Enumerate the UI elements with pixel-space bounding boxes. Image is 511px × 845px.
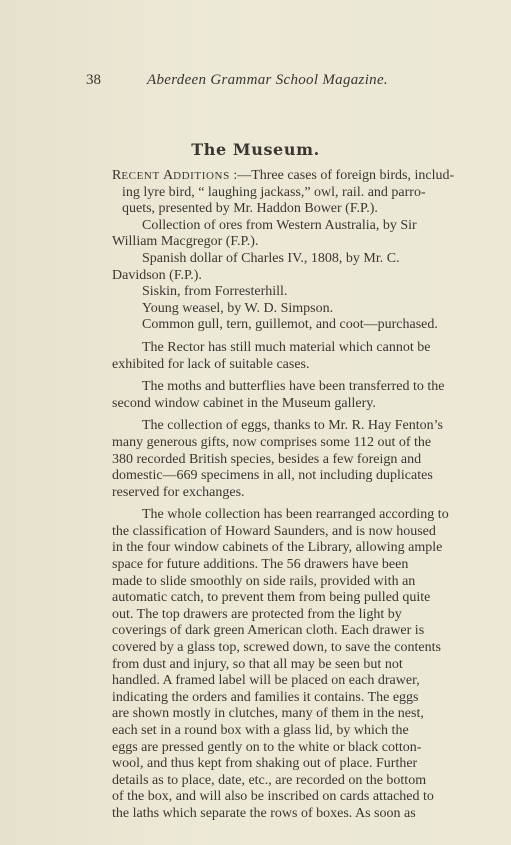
paragraph-eggs	[112, 418, 472, 501]
text-line: reserved for exchanges.	[112, 484, 245, 500]
text-line: exhibited for lack of suitable cases.	[112, 356, 310, 372]
recent-additions-lead-line	[112, 168, 472, 185]
text-line: The whole collection has been rearranged according to	[142, 507, 449, 523]
text-line: of the box, and will also be inscribed on cards attached to	[112, 789, 434, 805]
addition-item-continuation: William Macgregor (F.P.).	[112, 234, 259, 250]
text-line: domestic—669 specimens in all, not including duplicates	[112, 468, 433, 484]
text-line: eggs are pressed gently on to the white or black cotton-	[112, 739, 422, 755]
small-caps-initial: R	[112, 168, 122, 183]
text-line: wool, and thus kept from shaking out of place. Further	[112, 756, 418, 772]
text-line: in the four window cabinets of the Library, allowing ample	[112, 540, 443, 556]
text-line: are shown mostly in clutches, many of them in the nest,	[112, 706, 424, 722]
text-line: The Rector has still much material which cannot be	[142, 339, 431, 355]
text-line: out. The top drawers are protected from the light by	[112, 606, 402, 622]
addition-item-continuation: Davidson (F.P.).	[112, 267, 202, 283]
text-line: indicating the orders and families it contains. The eggs	[112, 689, 419, 705]
small-caps-initial: A	[162, 168, 174, 183]
text-line: The moths and butterflies have been transferred to the	[142, 379, 445, 395]
text-line: the classification of Howard Saunders, and is now housed	[112, 523, 436, 539]
paragraph-rector	[112, 340, 472, 373]
text-line: 380 recorded British species, besides a few foreign and	[112, 451, 422, 467]
text-line: the laths which separate the rows of boxes. As soon as	[112, 805, 416, 821]
paragraph-collection	[112, 507, 472, 822]
text-line: many generous gifts, now comprises some 112 out of the	[112, 434, 432, 450]
running-head	[0, 70, 511, 92]
recent-additions	[112, 168, 472, 334]
text-line: :—Three cases of foreign birds, includ-	[229, 168, 455, 183]
text-line: handled. A framed label will be placed on each drawer,	[112, 673, 420, 689]
text-line: details as to place, date, etc., are recorded on the bottom	[112, 772, 427, 788]
paragraph-moths	[112, 379, 472, 412]
addition-item: Young weasel, by W. D. Simpson.	[142, 300, 334, 316]
text-line: automatic catch, to prevent them from being pulled quite	[112, 590, 431, 606]
page-number: 38	[86, 72, 101, 88]
journal-title: Aberdeen Grammar School Magazine.	[147, 72, 388, 88]
addition-item: Siskin, from Forresterhill.	[142, 284, 288, 300]
addition-item: Spanish dollar of Charles IV., 1808, by Mr. C.	[142, 250, 400, 266]
article-title: The Museum.	[191, 140, 320, 159]
text-line: The collection of eggs, thanks to Mr. R. Hay Fenton’s	[142, 418, 443, 434]
text-line: from dust and injury, so that all may be seen but not	[112, 656, 403, 672]
text-line: made to slide smoothly on side rails, provided with an	[112, 573, 416, 589]
text-line: second window cabinet in the Museum gallery.	[112, 395, 376, 411]
text-line: ing lyre bird, “ laughing jackass,” owl, rail. and parro-	[122, 184, 426, 200]
text-line: coverings of dark green American cloth. Each drawer is	[112, 623, 425, 639]
small-caps-rest: ECENT	[121, 170, 163, 182]
text-line: covered by a glass top, screwed down, to save the contents	[112, 640, 441, 656]
text-line: space for future additions. The 56 drawers have been	[112, 557, 409, 573]
addition-item: Common gull, tern, guillemot, and coot—purchased.	[142, 317, 438, 333]
text-line: quets, presented by Mr. Haddon Bower (F.P.).	[122, 201, 378, 217]
addition-item: Collection of ores from Western Australia, by Sir	[142, 217, 417, 233]
small-caps-rest: DDITIONS	[173, 170, 230, 182]
text-line: each set in a round box with a glass lid, by which the	[112, 723, 409, 738]
article-body	[112, 168, 472, 823]
